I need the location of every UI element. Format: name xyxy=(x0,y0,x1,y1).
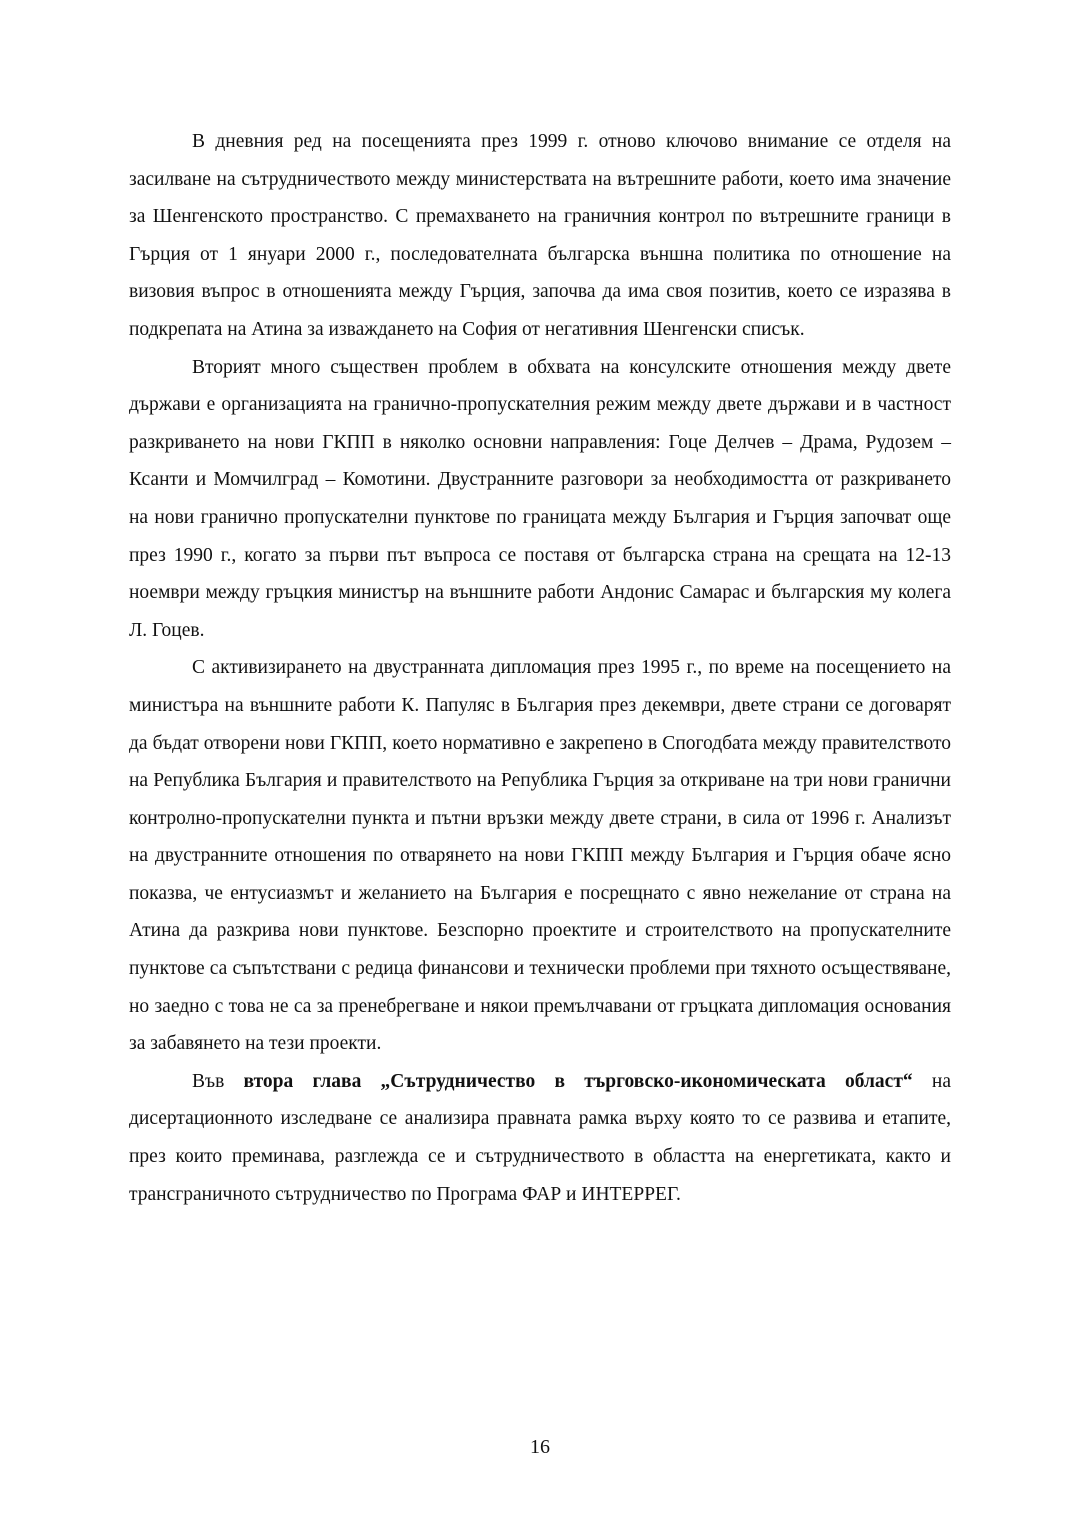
chapter-title-bold: втора глава „Сътрудничество в търговско-икономическата област“ xyxy=(243,1070,913,1092)
paragraph-4 xyxy=(129,1063,951,1213)
paragraph-4-prefix: Във xyxy=(192,1070,244,1092)
paragraph-3: С активизирането на двустранната дипломация през 1995 г., по време на посещението на министъра на външните работи К. Папуляс в България през декември, двете страни се договарят да бъдат отворени нови ГКПП, което нормативно е закрепено в Спогодбата между правителството на Република България и правителството на Република Гърция за откриване на три нови гранични контролно-пропускателни пункта и пътни връзки между двете страни, в сила от 1996 г. Анализът на двустранните отношения по отварянето на нови ГКПП между България и Гърция обаче ясно показва, че ентусиазмът и желанието на България е посрещнато с явно нежелание от страна на Атина да разкрива нови пунктове. Безспорно проектите и строителството на пропускателните пунктове са съпътствани с редица финансови и технически проблеми при тяхното осъществяване, но заедно с това не са за пренебрегване и някои премълчавани от гръцката дипломация основания за забавянето на тези проекти. xyxy=(129,657,951,1055)
page-number: 16 xyxy=(530,1436,550,1458)
body-text xyxy=(129,123,951,1213)
paragraph-1: В дневния ред на посещенията през 1999 г. отново ключово внимание се отделя на засилване на сътрудничеството между министерствата на вътрешните работи, което има значение за Шенгенското пространство. С премахването на граничния контрол по вътрешните граници в Гърция от 1 януари 2000 г., последователната българска външна политика по отношение на визовия въпрос в отношенията между Гърция, започва да има своя позитив, което се изразява в подкрепата на Атина за изваждането на София от негативния Шенгенски списък. xyxy=(129,131,951,340)
paragraph-2: Вторият много съществен проблем в обхвата на консулските отношения между двете държави е организацията на гранично-пропускателния режим между двете държави и в частност разкриването на нови ГКПП в няколко основни направления: Гоце Делчев – Драма, Рудозем – Ксанти и Момчилград – Комотини. Двустранните разговори за необходимостта от разкриването на нови гранично пропускателни пунктове по границата между България и Гърция започват още през 1990 г., когато за първи път въпроса се поставя от българска страна на срещата на 12-13 ноември между гръцкия министър на външните работи Андонис Самарас и българския му колега Л. Гоцев. xyxy=(129,356,951,641)
paragraph-4-suffix: на дисертационното изследване се анализира правната рамка върху която то се развива и етапите, през които преминава, разглежда се и сътрудничеството в областта на енергетиката, както и трансграничното сътрудничество по Програма ФАР и ИНТЕРРЕГ. xyxy=(129,1070,951,1205)
